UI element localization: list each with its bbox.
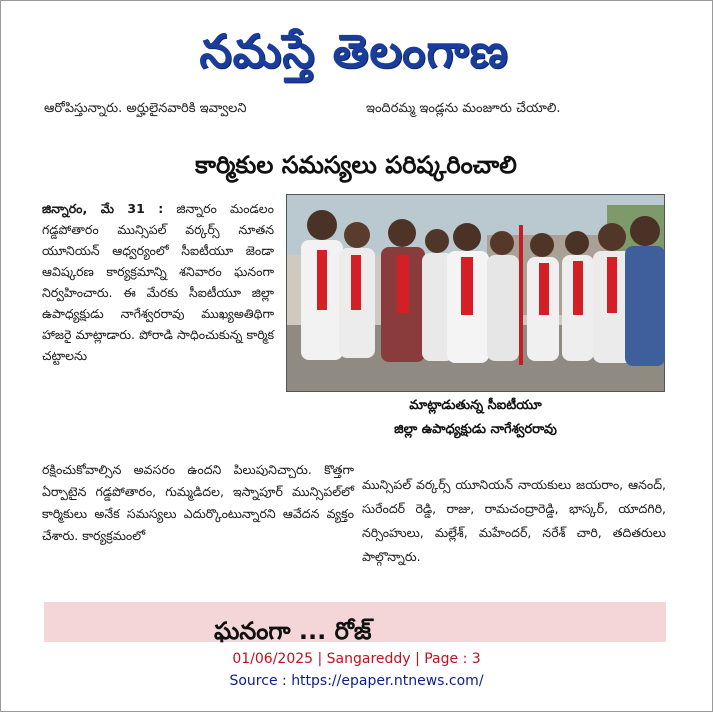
photo-caption-line-1: మాట్లాడుతున్న సీఐటీయూ [409,398,542,413]
article-column-left [42,198,274,366]
article-column-bottom-left [42,446,354,559]
footer-separator: | [415,651,420,667]
article-paragraph-2: రక్షించుకోవాల్సిన అవసరం ఉందని పిలుపునిచ్చారు. కొత్తగా ఏర్పాటైన గడ్డపోతారం, గుమ్మడిదల, ఇస్నాపూర్ మున్సిపల్‌లో కార్మికులు అనేక సమస్యలు ఎదుర్కొంటున్నారని ఆవేదన వ్యక్తం చేశారు. కార్యక్రమంలో [42,461,354,543]
article-paragraph-1 [42,198,274,366]
article-photo [286,194,665,392]
next-article-headline: ఘనంగా ... రోజ్ [214,617,372,645]
page-footer [0,648,713,692]
footer-source [0,670,713,692]
masthead-title: నమస్తే తెలంగాణ [199,24,509,78]
article-column-bottom-right [362,460,666,581]
previous-article-text-right: ఇందిరమ్మ ఇండ్లను మంజూరు చేయాలి. [366,101,561,116]
article-dateline: జిన్నారం, మే 31 : [42,201,164,216]
photo-caption [286,390,665,446]
article-paragraph-1-text: జిన్నారం మండలం గడ్డపోతారం మున్సిపల్ వర్కర్స్ నూతన యూనియన్ ఆధ్వర్యంలో సీఐటీయూ జెండా ఆవిష్కరణ కార్యక్రమాన్ని శనివారం ఘనంగా నిర్వహించారు. ఈ మేరకు సీఐటీయూ జిల్లా ఉపాధ్యక్షుడు నాగేశ్వరరావు ముఖ్యఅతిథిగా హాజరై మాట్లాడారు. పోరాడి సాధించుకున్న కార్మిక చట్టాలను [42,201,274,363]
footer-date: 01/06/2025 [232,651,314,667]
footer-page: Page : 3 [424,651,481,667]
photo-illustration [287,195,664,391]
footer-separator: | [317,651,323,667]
footer-edition: Sangareddy [326,651,411,667]
newspaper-clipping [36,8,676,645]
footer-source-link[interactable]: https://epaper.ntnews.com/ [291,673,484,689]
photo-caption-line-2: జిల్లా ఉపాధ్యక్షుడు నాగేశ్వరరావు [394,422,557,437]
footer-meta [0,648,713,670]
article-headline: కార్మికుల సమస్యలు పరిష్కరించాలి [195,151,517,179]
next-article-banner [44,602,666,645]
footer-source-label: Source : [229,673,287,689]
article-paragraph-3: మున్సిపల్ వర్కర్స్ యూనియన్ నాయకులు జయరాం, ఆనంద్, సురేందర్ రెడ్డి, రాజు, రామచంద్రారెడ్డి, భాస్కర్, యాదగిరి, నర్సింహులు, మల్లేశ్, మహేందర్, నరేశ్ చారి, తదితరులు పాల్గొన్నారు. [362,476,666,564]
previous-article-text-left: ఆరోపిస్తున్నారు. అర్హులైనవారికి ఇవ్వాలని [44,101,247,116]
